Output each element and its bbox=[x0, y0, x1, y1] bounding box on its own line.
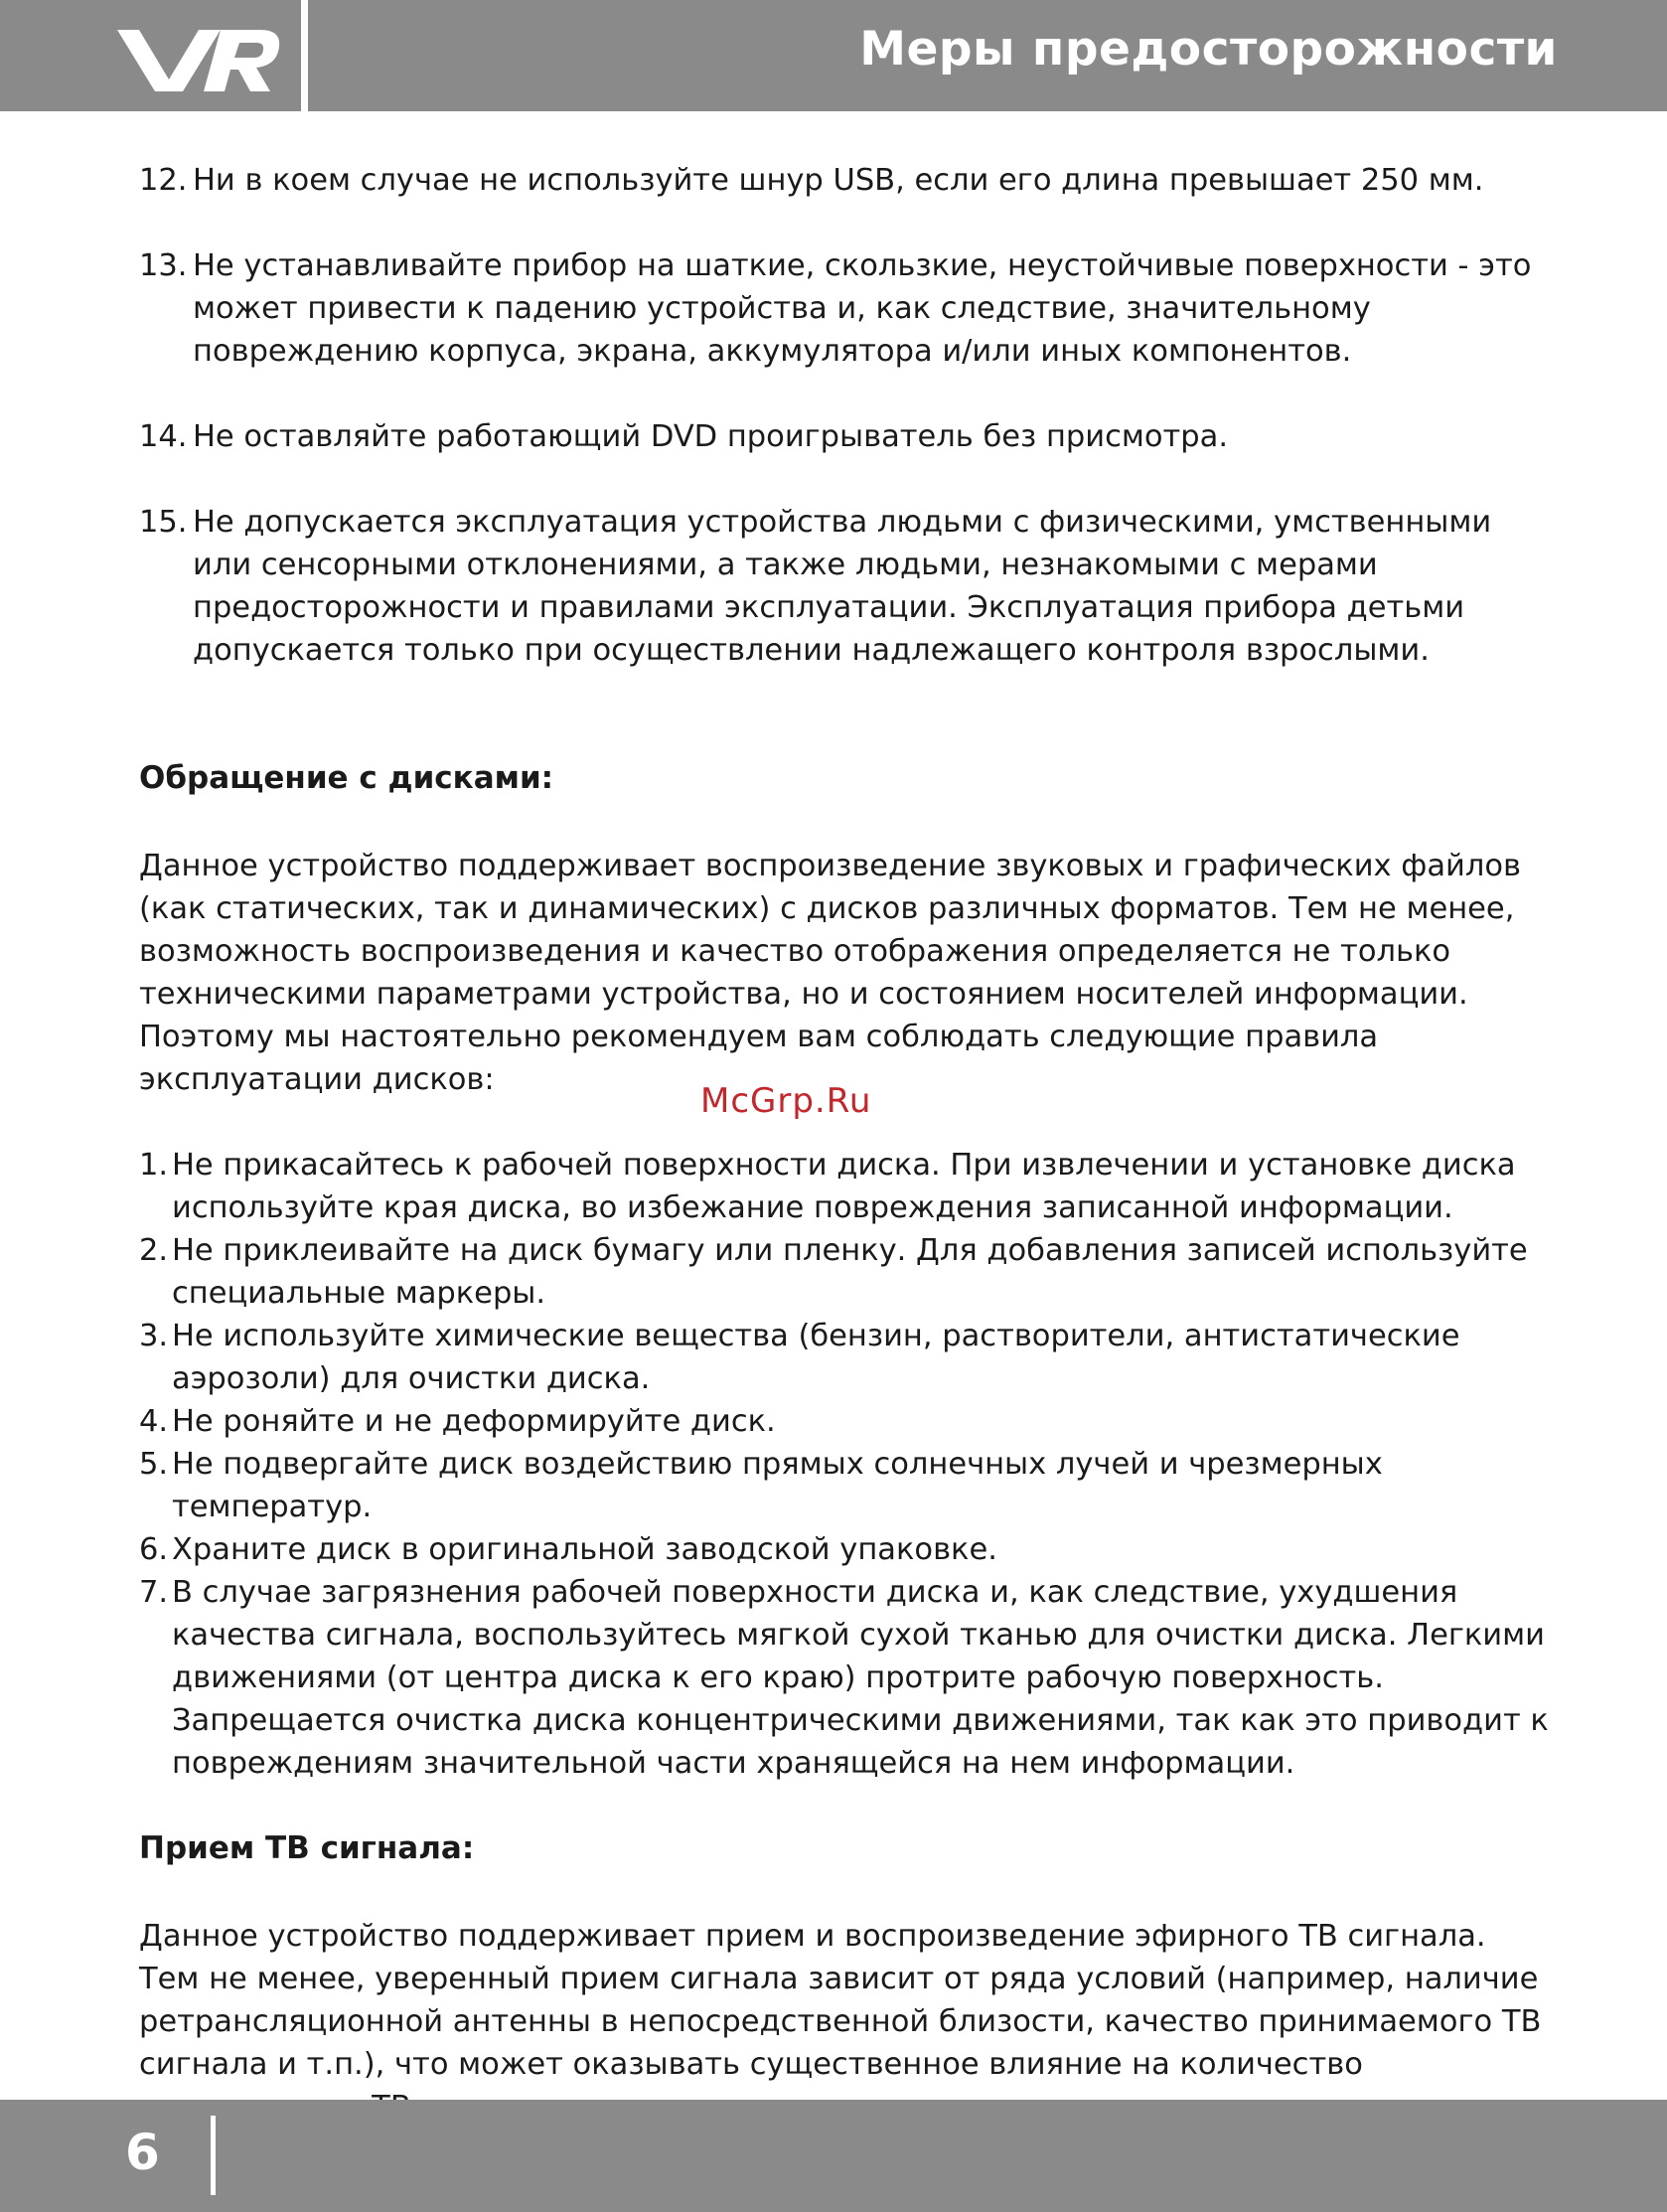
item-number: 3. bbox=[139, 1319, 169, 1353]
item-text: Не используйте химические вещества (бензин, растворители, антистатические аэрозоли) для очистки диска. bbox=[172, 1319, 1460, 1396]
list-item bbox=[139, 1443, 1550, 1528]
page-content bbox=[139, 159, 1550, 2129]
safety-item-14 bbox=[139, 415, 1550, 458]
discs-intro: Данное устройство поддерживает воспроизведение звуковых и графических файлов (как статических, так и динамических) с дисков различных форматов. Тем не менее, возможность воспроизведения и качество отображения определяется не только техническими параметрами устройства, но и состоянием носителей информации. Поэтому мы настоятельно рекомендуем вам соблюдать следующие правила эксплуатации дисков: bbox=[139, 849, 1522, 1097]
header-divider bbox=[301, 0, 308, 111]
item-text: Ни в коем случае не используйте шнур USB, если его длина превышает 250 мм. bbox=[193, 163, 1484, 198]
item-text: Не роняйте и не деформируйте диск. bbox=[172, 1404, 776, 1439]
list-item bbox=[139, 1528, 1550, 1571]
page-title: Меры предосторожности bbox=[859, 22, 1558, 77]
item-number: 14. bbox=[139, 419, 188, 454]
item-number: 4. bbox=[139, 1404, 169, 1439]
discs-rules-list bbox=[139, 1144, 1550, 1785]
item-text: В случае загрязнения рабочей поверхности диска и, как следствие, ухудшения качества сигнала, воспользуйтесь мягкой сухой тканью для очистки диска. Легкими движениями (от центра диска к его краю) протрите рабочую поверхность. Запрещается очистка диска концентрическими движениями, так как это приводит к повреждениям значительной части хранящейся на нем информации. bbox=[172, 1575, 1549, 1781]
item-number: 7. bbox=[139, 1575, 169, 1610]
vr-logo bbox=[0, 0, 301, 111]
item-number: 5. bbox=[139, 1447, 169, 1482]
page-number: 6 bbox=[125, 2124, 160, 2181]
item-number: 6. bbox=[139, 1532, 169, 1567]
item-number: 12. bbox=[139, 163, 188, 198]
item-text: Не прикасайтесь к рабочей поверхности диска. При извлечении и установке диска используйте края диска, во избежание повреждения записанной информации. bbox=[172, 1148, 1516, 1225]
tv-paragraph: Данное устройство поддерживает прием и воспроизведение эфирного ТВ сигнала. Тем не менее, уверенный прием сигнала зависит от ряда условий (например, наличие ретрансляционной антенны в непосредственной близости, качество принимаемого ТВ сигнала и т.п.), что может оказывать существенное влияние на количество bbox=[139, 1919, 1542, 2082]
list-item bbox=[139, 1315, 1550, 1400]
safety-item-13 bbox=[139, 244, 1550, 373]
logo-text: VR bbox=[0, 0, 2, 1]
item-text: Не оставляйте работающий DVD проигрыватель без присмотра. bbox=[193, 419, 1229, 454]
item-number: 13. bbox=[139, 248, 188, 283]
item-text: Не подвергайте диск воздействию прямых солнечных лучей и чрезмерных температур. bbox=[172, 1447, 1383, 1524]
item-number: 15. bbox=[139, 505, 188, 540]
watermark: McGrp.Ru bbox=[700, 1081, 872, 1121]
tv-section-title: Прием ТВ сигнала: bbox=[139, 1830, 475, 1866]
safety-item-15 bbox=[139, 501, 1550, 672]
page-footer bbox=[0, 2100, 1667, 2212]
footer-divider bbox=[211, 2116, 216, 2195]
list-item bbox=[139, 1144, 1550, 1229]
list-item bbox=[139, 1229, 1550, 1315]
item-number: 2. bbox=[139, 1233, 169, 1268]
safety-item-12 bbox=[139, 159, 1550, 202]
vr-logo-icon bbox=[0, 0, 301, 111]
discs-section-title: Обращение с дисками: bbox=[139, 760, 554, 796]
list-item bbox=[139, 1400, 1550, 1443]
item-text: Не приклеивайте на диск бумагу или пленку. Для добавления записей используйте специальные маркеры. bbox=[172, 1233, 1528, 1311]
item-number: 1. bbox=[139, 1148, 169, 1183]
list-item bbox=[139, 1571, 1550, 1785]
item-text: Не устанавливайте прибор на шаткие, скользкие, неустойчивые поверхности - это может привести к падению устройства и, как следствие, значительному повреждению корпуса, экрана, аккумулятора и/или иных компонентов. bbox=[193, 248, 1532, 369]
page-header bbox=[0, 0, 1667, 111]
item-text: Храните диск в оригинальной заводской упаковке. bbox=[172, 1532, 997, 1567]
item-text: Не допускается эксплуатация устройства людьми с физическими, умственными или сенсорными отклонениями, а также людьми, незнакомыми с мерами предосторожности и правилами эксплуатации. Эксплуатация прибора детьми допускается только при осуществлении надлежащего контроля взрослыми. bbox=[193, 505, 1492, 668]
